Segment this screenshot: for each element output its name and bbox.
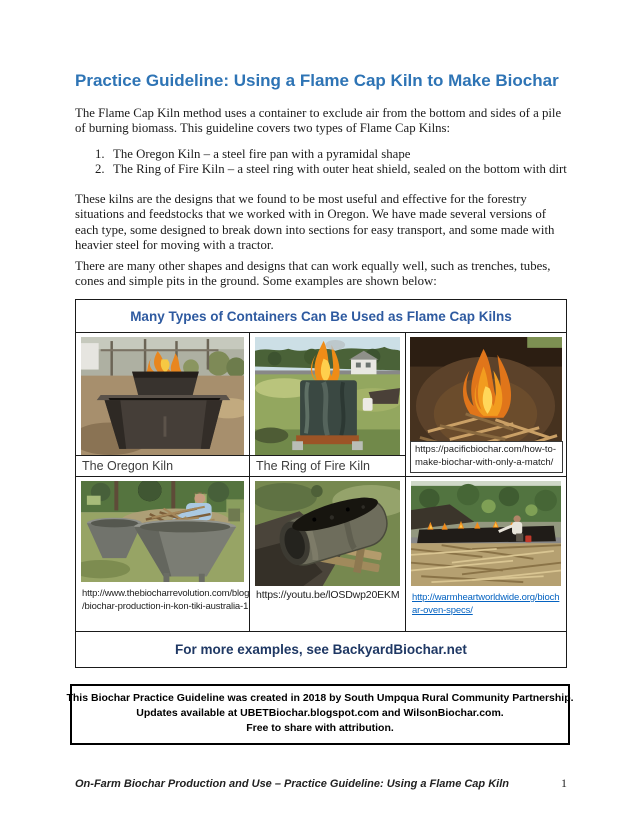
list-item-text: The Oregon Kiln – a steel fire pan with a pyramidal shape [113, 147, 411, 161]
body-paragraph: There are many other shapes and designs that can work equally well, such as trenches, tubes, cones and simple pits in the ground. Some examples are shown below: [75, 259, 551, 289]
kon-tiki-cone-kiln-photo [81, 481, 244, 582]
body-paragraph: These kilns are the designs that we found to be most useful and effective for the forestry situations and feedstocks that we worked with in Oregon. We have made several versions of each type, some designed to break down into sections for easy transport, and some made with heavier steel for moving with a tractor. [75, 192, 555, 252]
page-footer [75, 776, 567, 791]
caption-line: https://pacificbiochar.com/how-to- [415, 444, 556, 455]
list-item-text: The Ring of Fire Kiln – a steel ring with outer heat shield, sealed on the bottom with dirt [113, 162, 567, 177]
examples-figure-box [75, 299, 567, 668]
caption-line: make-biochar-with-only-a-match/ [415, 456, 554, 468]
figure-cell-warm-heart [406, 477, 566, 632]
list-item [95, 147, 567, 162]
photo-caption: The Ring of Fire Kiln [250, 455, 405, 476]
caption-line: /biochar-production-in-kon-tiki-australia-1 [82, 601, 249, 612]
attribution-line: Updates available at UBETBiochar.blogspot.com and WilsonBiochar.com. [136, 707, 504, 719]
oregon-kiln-photo [81, 337, 244, 455]
oregon-kiln-image [81, 337, 244, 455]
figure-cell-pit-fire [406, 333, 566, 477]
list-number: 2. [95, 162, 105, 177]
ring-of-fire-image [255, 337, 400, 455]
kiln-type-list [95, 147, 567, 178]
figure-cell-trough [250, 477, 406, 632]
photo-caption-url [256, 589, 403, 602]
page-number: 1 [561, 776, 567, 790]
figure-cell-kon-tiki [76, 477, 250, 632]
figure-cell-oregon [76, 333, 250, 477]
photo-caption: The Oregon Kiln [76, 455, 249, 476]
photo-caption-url [410, 441, 563, 473]
footer-title: On-Farm Biochar Production and Use – Practice Guideline: Using a Flame Cap Kiln [75, 778, 509, 790]
attribution-line: This Biochar Practice Guideline was created in 2018 by South Umpqua Rural Community Partnership. [66, 692, 574, 704]
caption-line[interactable]: ar-oven-specs/ [412, 605, 473, 616]
figure-title: Many Types of Containers Can Be Used as Flame Cap Kilns [76, 300, 566, 333]
page-title: Practice Guideline: Using a Flame Cap Kiln to Make Biochar [75, 71, 559, 90]
ring-of-fire-kiln-photo [255, 337, 400, 455]
list-number: 1. [95, 147, 105, 161]
kon-tiki-cone-image [81, 481, 244, 582]
warm-heart-trench-image [411, 481, 561, 586]
caption-line: http://www.thebiocharrevolution.com/blog [82, 588, 250, 599]
caption-line: https://youtu.be/lOSDwp20EKM [256, 589, 400, 601]
intro-paragraph: The Flame Cap Kiln method uses a container to exclude air from the bottom and sides of a pile of burning biomass. This guideline covers two types of Flame Cap Kilns: [75, 106, 562, 136]
photo-caption-link[interactable] [412, 591, 564, 617]
attribution-box [66, 684, 574, 745]
list-item [95, 162, 567, 177]
trough-kiln-photo [255, 481, 400, 586]
photo-grid [76, 333, 566, 632]
figure-cell-ring-of-fire [250, 333, 406, 477]
caption-line[interactable]: http://warmheartworldwide.org/bioch [412, 592, 560, 603]
warm-heart-trench-photo [411, 481, 561, 586]
attribution-line: Free to share with attribution. [246, 722, 394, 734]
photo-caption-url [82, 587, 250, 613]
figure-footer-note: For more examples, see BackyardBiochar.net [175, 642, 467, 657]
trough-kiln-image [255, 481, 400, 586]
